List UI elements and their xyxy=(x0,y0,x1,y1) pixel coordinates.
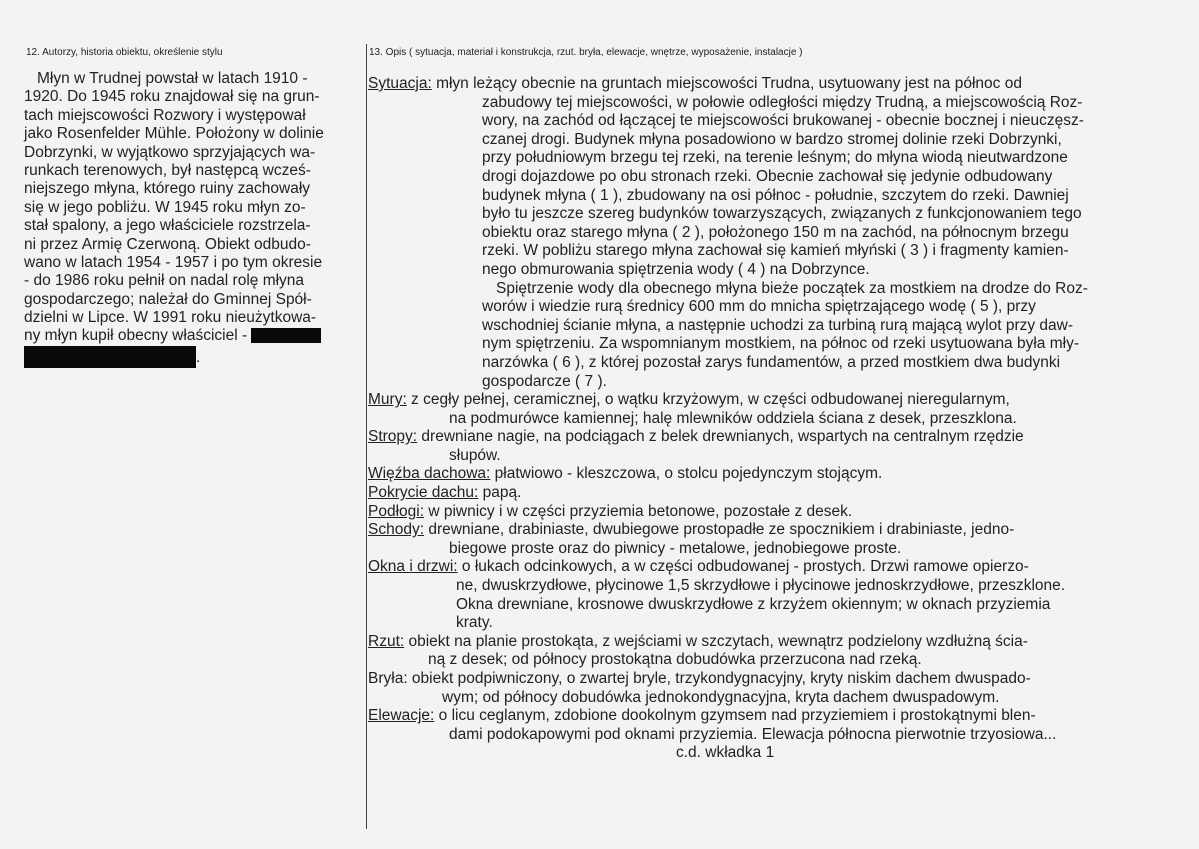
text-line: nego obmurowania spiętrzenia wody ( 4 ) na Dobrzynce. xyxy=(482,260,870,278)
label-okna: Okna i drzwi: xyxy=(368,558,458,576)
text-line: zabudowy tej miejscowości, w połowie odległości między Trudną, a miejscowością Roz- xyxy=(482,93,1083,111)
text-line: wano w latach 1954 - 1957 i po tym okresie xyxy=(24,253,323,271)
label-wiezba: Więźba dachowa: xyxy=(368,465,491,483)
text-line: papą. xyxy=(478,484,522,502)
text-line: 1920. Do 1945 roku znajdował się na grun- xyxy=(24,88,320,106)
label-elewacje: Elewacje: xyxy=(368,707,435,725)
label-pokrycie: Pokrycie dachu: xyxy=(368,484,479,502)
text-line: ny młyn kupił obecny właściciel - xyxy=(24,327,248,345)
text-line: wory, na zachód od łączącej te miejscowości brukowanej - obecnie bocznej i nieuczęsz- xyxy=(482,112,1084,130)
text-line: ną z desek; od północy prostokątna dobudówka przerzucona nad rzeką. xyxy=(428,651,922,669)
text-line: narzówka ( 6 ), z której pozostał zarys fundamentów, a przed mostkiem dwa budynki xyxy=(482,353,1061,371)
text-line: przy południowym brzegu tej rzeki, na terenie leśnym; do młyna wiodą nieutwardzone xyxy=(482,149,1068,167)
section-12-header: 12. Autorzy, historia obiektu, określenie stylu xyxy=(26,47,223,58)
text-line: Dobrzynki, w wyjątkowo sprzyjających wa- xyxy=(24,143,316,161)
description-text xyxy=(368,75,1188,763)
text-line: worów i wiedzie rurą średnicy 600 mm do mnicha spiętrzającego wodę ( 5 ), przy xyxy=(482,298,1036,316)
text-line: gospodarczego; należał do Gminnej Spół- xyxy=(24,290,312,308)
label-schody: Schody: xyxy=(368,521,425,539)
text-line: słupów. xyxy=(449,446,501,464)
text-line: - do 1986 roku pełnił on nadal rolę młyna xyxy=(24,272,305,290)
text-line: biegowe proste oraz do piwnicy - metalowe, jednobiegowe proste. xyxy=(449,539,902,557)
text-line: wym; od północy dobudówka jednokondygnacyjna, kryta dachem dwuspadowym. xyxy=(442,688,1000,706)
text-line: ni przez Armię Czerwoną. Obiekt odbudo- xyxy=(24,235,311,253)
text-line: jako Rosenfelder Mühle. Położony w dolinie xyxy=(24,125,324,143)
redaction-bar xyxy=(24,346,196,368)
text-line: młyn leżący obecnie na gruntach miejscowości Trudna, usytuowany jest na północ od xyxy=(431,75,1022,92)
text-line: stał spalony, a jego właściciele rozstrzela- xyxy=(24,217,311,235)
text-line: drewniane, drabiniaste, dwubiegowe prostopadłe ze spocznikiem i drabiniaste, jedno- xyxy=(424,521,1015,539)
text-line-end: . xyxy=(196,348,201,366)
text-line: czanej drogi. Budynek młyna posadowiono w bardzo stromej dolinie rzeki Dobrzynki, xyxy=(482,130,1062,148)
text-line: gospodarcze ( 7 ). xyxy=(482,372,607,390)
text-line: drewniane nagie, na podciągach z belek drewnianych, wspartych na centralnym rzędzie xyxy=(417,428,1024,446)
text-line: drogi dojazdowe po obu stronach rzeki. Obecnie zachował się jedynie odbudowany xyxy=(482,167,1053,185)
text-line: runkach terenowych, był następcą wcześ- xyxy=(24,161,311,179)
label-rzut: Rzut: xyxy=(368,632,405,650)
history-text xyxy=(24,70,354,368)
text-line: Spiętrzenie wody dla obecnego młyna bieże początek za mostkiem na drodze do Roz- xyxy=(496,279,1088,297)
text-line: w piwnicy i w części przyziemia betonowe, pozostałe z desek. xyxy=(424,502,853,520)
text-line: obiekt podpiwniczony, o zwartej bryle, trzykondygnacyjny, kryty niskim dachem dwuspado- xyxy=(407,670,1031,687)
section-13-header: 13. Opis ( sytuacja, materiał i konstrukcja, rzut. bryła, elewacje, wnętrze, wyposażenie, instalacje ) xyxy=(369,47,803,58)
label-podlogi: Podłogi: xyxy=(368,502,425,520)
text-line: dami podokapowymi pod oknami przyziemia. Elewacja północna pierwotnie trzyosiowa... xyxy=(449,725,1057,743)
text-line: ne, dwuskrzydłowe, płycinowe 1,5 skrzydłowe i płycinowe jednoskrzydłowe, przeszklone. xyxy=(456,577,1066,595)
text-line: tach miejscowości Rozwory i występował xyxy=(24,106,306,124)
continued-note: c.d. wkładka 1 xyxy=(676,744,775,762)
text-line: obiekt na planie prostokąta, z wejściami w szczytach, wewnątrz podzielony wzdłużną ścia- xyxy=(404,632,1028,650)
label-stropy: Stropy: xyxy=(368,428,418,446)
text-line: o licu ceglanym, zdobione dookolnym gzymsem nad przyziemiem i prostokątnymi blen- xyxy=(434,707,1036,725)
text-line: nym spiętrzeniu. Za wspomnianym mostkiem, na północ od rzeki usytuowana była mły- xyxy=(482,335,1079,353)
text-line: rzeki. W pobliżu starego młyna zachował się kamień młyński ( 3 ) i fragmenty kamien- xyxy=(482,242,1069,260)
text-line: Młyn w Trudnej powstał w latach 1910 - xyxy=(37,70,308,87)
text-line: niejszego młyna, którego ruiny zachowały xyxy=(24,180,311,198)
text-line: wschodniej ścianie młyna, a następnie uchodzi za turbiną rurą mającą wylot przy daw- xyxy=(482,316,1074,334)
redaction-bar xyxy=(251,328,321,343)
label-bryla: Bryła: xyxy=(368,670,408,687)
text-line: Okna drewniane, krosnowe dwuskrzydłowe z krzyżem okiennym; w oknach przyziemia xyxy=(456,595,1051,613)
text-line: kraty. xyxy=(456,614,493,632)
label-mury: Mury: xyxy=(368,391,407,409)
text-line: z cegły pełnej, ceramicznej, o wątku krzyżowym, w części odbudowanej nieregularnym, xyxy=(406,391,1010,409)
column-divider xyxy=(366,44,367,829)
text-line: na podmurówce kamiennej; halę mlewników oddziela ściana z desek, przeszklona. xyxy=(449,409,1017,427)
text-line: o łukach odcinkowych, a w części odbudowanej - prostych. Drzwi ramowe opierzo- xyxy=(457,558,1029,576)
label-sytuacja: Sytuacja: xyxy=(368,75,432,92)
text-line: płatwiowo - kleszczowa, o stolcu pojedynczym stojącym. xyxy=(490,465,883,483)
text-line: obiektu oraz starego młyna ( 2 ), położonego 150 m na zachód, na północnym brzegu xyxy=(482,223,1069,241)
text-line: budynek młyna ( 1 ), zbudowany na osi północ - południe, szczytem do rzeki. Dawniej xyxy=(482,186,1069,204)
text-line: się w jego pobliżu. W 1945 roku młyn zo- xyxy=(24,198,306,216)
text-line: było tu jeszcze szereg budynków towarzyszących, związanych z funkcjonowaniem tego xyxy=(482,205,1082,223)
text-line: dzielni w Lipce. W 1991 roku nieużytkowa- xyxy=(24,309,317,327)
